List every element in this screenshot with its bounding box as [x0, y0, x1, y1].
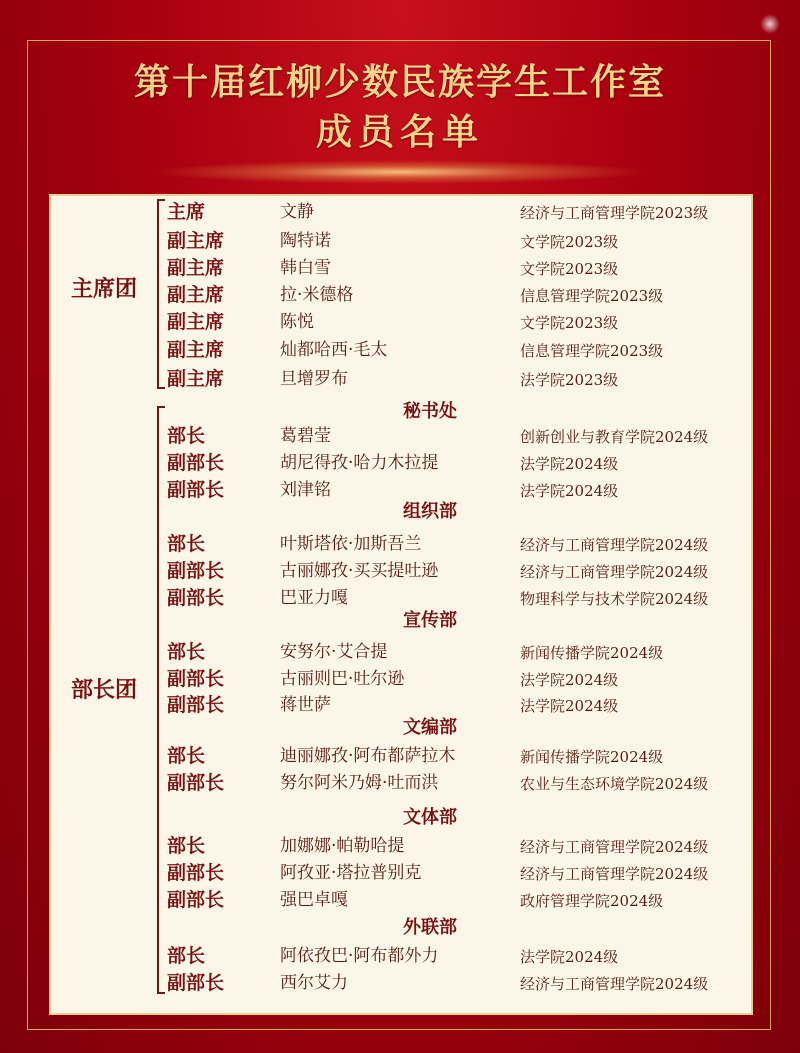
department-heading: 秘书处	[403, 401, 457, 422]
member-name: 阿孜亚·塔拉普别克	[280, 863, 422, 883]
member-school: 经济与工商管理学院2024级	[520, 563, 709, 581]
bracket-line	[157, 406, 159, 994]
member-name: 葛碧莹	[280, 426, 331, 446]
department-heading: 组织部	[403, 501, 457, 522]
member-name: 灿都哈西·毛太	[280, 340, 388, 360]
member-role: 部长	[167, 641, 206, 663]
member-role: 副部长	[167, 668, 225, 690]
member-school: 文学院2023级	[520, 260, 619, 278]
member-role: 副部长	[167, 889, 225, 911]
member-school: 经济与工商管理学院2024级	[520, 865, 709, 883]
member-name: 叶斯塔依·加斯吾兰	[280, 534, 422, 554]
member-role: 副主席	[167, 339, 225, 361]
member-name: 胡尼得孜·哈力木拉提	[280, 453, 439, 473]
member-role: 副部长	[167, 972, 225, 994]
member-role: 副部长	[167, 479, 225, 501]
member-school: 经济与工商管理学院2023级	[520, 204, 709, 222]
member-school: 法学院2024级	[520, 671, 619, 689]
bracket-cap-bottom	[157, 387, 165, 389]
member-name: 迪丽娜孜·阿布都萨拉木	[280, 746, 456, 766]
sparkle-decoration	[760, 14, 780, 34]
member-school: 法学院2024级	[520, 948, 619, 966]
bracket-cap-bottom	[157, 992, 165, 994]
member-name: 韩白雪	[280, 258, 331, 278]
member-role: 副主席	[167, 368, 225, 390]
member-role: 部长	[167, 745, 206, 767]
member-role: 部长	[167, 425, 206, 447]
member-name: 巴亚力嘎	[280, 588, 348, 608]
member-school: 政府管理学院2024级	[520, 892, 664, 910]
member-name: 陈悦	[280, 312, 314, 332]
member-name: 古丽则巴·吐尔逊	[280, 669, 405, 689]
member-name: 拉·米德格	[280, 285, 354, 305]
bracket-line	[157, 199, 159, 389]
member-name: 阿依孜巴·阿布都外力	[280, 946, 439, 966]
gold-glow-divider	[150, 160, 650, 184]
member-role: 主席	[167, 201, 206, 223]
member-name: 努尔阿米乃姆·吐而洪	[280, 773, 439, 793]
member-role: 副部长	[167, 694, 225, 716]
member-school: 创新创业与教育学院2024级	[520, 428, 709, 446]
page-subtitle: 成员名单	[315, 111, 484, 153]
member-school: 信息管理学院2023级	[520, 342, 664, 360]
member-role: 副主席	[167, 311, 225, 333]
department-heading: 外联部	[403, 917, 457, 938]
member-name: 安努尔·艾合提	[280, 642, 388, 662]
member-role: 副部长	[167, 587, 225, 609]
member-name: 古丽娜孜·买买提吐逊	[280, 561, 439, 581]
department-heading: 文编部	[403, 717, 457, 738]
member-name: 文静	[280, 202, 314, 222]
member-role: 部长	[167, 945, 206, 967]
member-school: 经济与工商管理学院2024级	[520, 838, 709, 856]
member-role: 副主席	[167, 230, 225, 252]
member-role: 副主席	[167, 284, 225, 306]
member-school: 农业与生态环境学院2024级	[520, 775, 709, 793]
member-school: 文学院2023级	[520, 233, 619, 251]
page-title: 第十届红柳少数民族学生工作室	[133, 61, 666, 103]
member-school: 法学院2024级	[520, 697, 619, 715]
member-school: 经济与工商管理学院2024级	[520, 536, 709, 554]
department-heading: 文体部	[403, 807, 457, 828]
member-name: 加娜娜·帕勒哈提	[280, 836, 405, 856]
member-school: 法学院2023级	[520, 371, 619, 389]
member-role: 副部长	[167, 560, 225, 582]
member-role: 副部长	[167, 772, 225, 794]
department-heading: 宣传部	[403, 610, 457, 631]
bracket-cap-top	[157, 199, 165, 201]
group-label-presidium: 主席团	[70, 276, 137, 302]
member-name: 西尔艾力	[280, 973, 348, 993]
member-name: 蒋世萨	[280, 695, 331, 715]
bracket-cap-top	[157, 406, 165, 408]
member-name: 强巴卓嘎	[280, 890, 348, 910]
member-school: 文学院2023级	[520, 314, 619, 332]
member-role: 副部长	[167, 452, 225, 474]
member-school: 法学院2024级	[520, 455, 619, 473]
member-role: 部长	[167, 835, 206, 857]
member-role: 副部长	[167, 862, 225, 884]
member-school: 经济与工商管理学院2024级	[520, 975, 709, 993]
member-role: 部长	[167, 533, 206, 555]
member-school: 信息管理学院2023级	[520, 287, 664, 305]
member-name: 陶特诺	[280, 231, 331, 251]
member-role: 副主席	[167, 257, 225, 279]
member-school: 法学院2024级	[520, 482, 619, 500]
member-name: 旦增罗布	[280, 369, 348, 389]
member-name: 刘津铭	[280, 480, 331, 500]
member-school: 物理科学与技术学院2024级	[520, 590, 709, 608]
member-school: 新闻传播学院2024级	[520, 644, 664, 662]
group-label-ministers: 部长团	[70, 677, 137, 703]
member-school: 新闻传播学院2024级	[520, 748, 664, 766]
